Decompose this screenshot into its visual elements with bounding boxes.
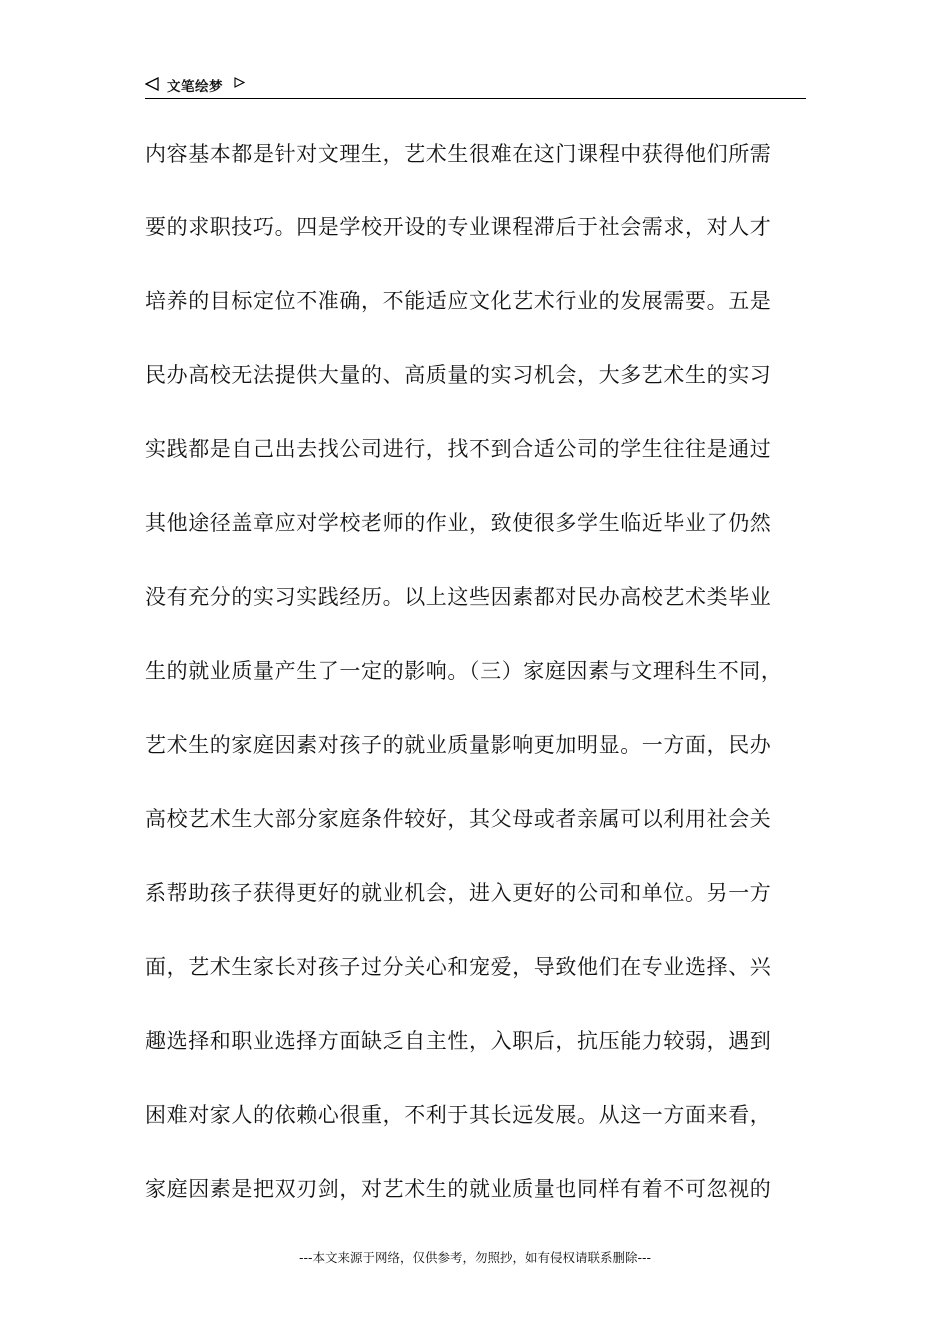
text-line: 其他途径盖章应对学校老师的作业，致使很多学生临近毕业了仍然 — [145, 511, 772, 535]
text-line: 内容基本都是针对文理生，艺术生很难在这门课程中获得他们所需 — [145, 142, 772, 166]
text-line: 要的求职技巧。四是学校开设的专业课程滞后于社会需求，对人才 — [145, 215, 772, 239]
text-line: 系帮助孩子获得更好的就业机会，进入更好的公司和单位。另一方 — [145, 881, 772, 905]
text-line: 家庭因素是把双刃剑，对艺术生的就业质量也同样有着不可忽视的 — [145, 1177, 772, 1201]
text-line: 民办高校无法提供大量的、高质量的实习机会，大多艺术生的实习 — [145, 363, 772, 387]
text-line: 实践都是自己出去找公司进行，找不到合适公司的学生往往是通过 — [145, 437, 772, 461]
text-line: 没有充分的实习实践经历。以上这些因素都对民办高校艺术类毕业 — [145, 585, 772, 609]
text-line: 高校艺术生大部分家庭条件较好，其父母或者亲属可以利用社会关 — [145, 807, 772, 831]
page-header — [145, 72, 806, 99]
text-line: 困难对家人的依赖心很重，不利于其长远发展。从这一方面来看， — [145, 1103, 772, 1127]
right-triangle-icon — [234, 77, 245, 88]
text-line: 生的就业质量产生了一定的影响。（三）家庭因素与文理科生不同， — [145, 659, 783, 683]
text-line: 艺术生的家庭因素对孩子的就业质量影响更加明显。一方面，民办 — [145, 733, 772, 757]
text-line: 面，艺术生家长对孩子过分关心和宠爱，导致他们在专业选择、兴 — [145, 955, 772, 979]
text-line: 趣选择和职业选择方面缺乏自主性，入职后，抗压能力较弱，遇到 — [145, 1029, 772, 1053]
footer-notice: ---本文来源于网络，仅供参考，勿照抄，如有侵权请联系删除--- — [298, 1250, 652, 1265]
text-line: 培养的目标定位不准确，不能适应文化艺术行业的发展需要。五是 — [145, 289, 772, 313]
header-brand: 文笔绘梦 — [167, 79, 223, 95]
left-triangle-icon — [145, 77, 159, 91]
